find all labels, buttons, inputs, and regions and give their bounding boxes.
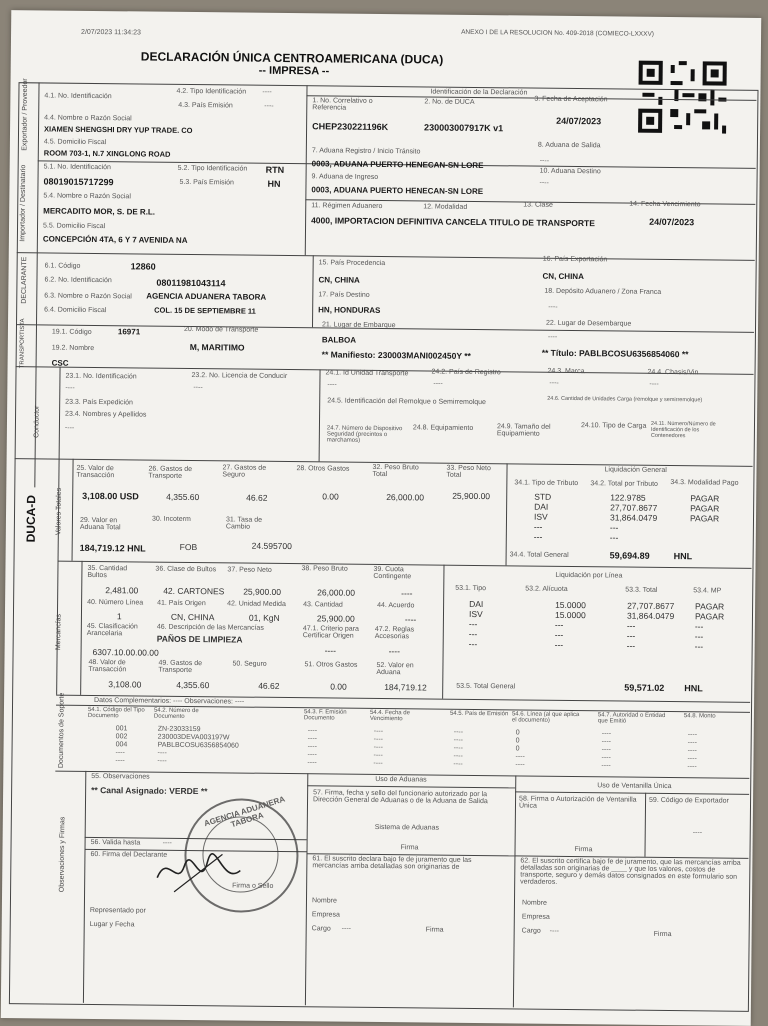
doc-header: 54.4. Fecha de Vencimiento	[369, 709, 411, 723]
declarante-id: 08011981043114	[156, 277, 226, 289]
lg-tipo: STD	[534, 491, 552, 502]
doc-cell: 0	[515, 737, 520, 745]
lg-modalidad: PAGAR	[690, 503, 720, 514]
doc-cell: 002	[115, 733, 128, 741]
ll-mp: ---	[694, 631, 704, 642]
lg-tipo: ---	[533, 521, 543, 532]
doc-cell: 004	[115, 741, 128, 749]
doc-cell: ----	[373, 759, 383, 768]
doc-cell: ----	[515, 761, 525, 769]
doc-cell: ----	[373, 751, 383, 760]
fecha-aceptacion: 24/07/2023	[556, 115, 602, 127]
declarante-domicilio: COL. 15 DE SEPTIEMBRE 11	[154, 305, 256, 316]
importador-nombre: MERCADITO MOR, S. DE R.L.	[43, 206, 156, 217]
doc-cell: ----	[453, 728, 464, 736]
transportista-section-label: TRANSPORTISTA	[19, 318, 27, 369]
doc-cell: ----	[157, 749, 167, 757]
ll-tipo: ISV	[468, 608, 483, 620]
doc-cell: ----	[687, 731, 698, 739]
lg-tipo: ISV	[533, 511, 548, 522]
lg-total: 27,707.8677	[610, 502, 658, 513]
doc-cell: ----	[601, 754, 611, 762]
ll-tipo: DAI	[469, 598, 484, 610]
doc-cell: 0	[515, 729, 520, 737]
lg-tipo: ---	[533, 531, 543, 542]
doc-cell: ----	[601, 730, 612, 738]
doc-cell: ----	[453, 736, 464, 744]
lg-tipo: DAI	[534, 501, 549, 512]
ll-tipo: ---	[468, 638, 478, 650]
agency-stamp: AGENCIA ADUANERA TABORA	[184, 798, 299, 913]
doc-header: 54.7. Autoridad o Entidad que Emitió	[597, 712, 666, 725]
regimen-aduanero: 4000, IMPORTACION DEFINITIVA CANCELA TITULO DE TRANSPORTE	[311, 215, 595, 229]
lg-modalidad: PAGAR	[689, 513, 720, 524]
doc-header: 54.1. Código del Tipo Documento	[87, 706, 145, 720]
doc-cell: ----	[307, 727, 318, 735]
pais-destino: HN, HONDURAS	[318, 305, 381, 315]
ll-total: ---	[626, 640, 636, 651]
doc-cell: ----	[601, 746, 611, 754]
doc-cell: ----	[157, 757, 167, 765]
pais-exportacion: CN, CHINA	[542, 271, 584, 282]
declarante-codigo: 12860	[130, 261, 156, 272]
aduana-registro: 0003, ADUANA PUERTO HENECAN-SN LORE	[311, 159, 484, 171]
doc-cell: 001	[115, 725, 128, 733]
doc-cell: ----	[453, 752, 463, 760]
doc-cell: ----	[307, 751, 317, 759]
transportista-codigo: 16971	[117, 327, 141, 337]
doc-cell: ----	[115, 749, 125, 757]
doc-cell: ----	[601, 762, 611, 770]
doc-cell: ----	[515, 753, 525, 761]
doc-header: 54.5. País de Emisión	[449, 710, 509, 718]
exportador-domicilio: ROOM 703-1, N.7 XINGLONG ROAD	[43, 148, 171, 159]
ll-total: ---	[626, 620, 636, 631]
ll-tipo: ---	[468, 618, 478, 630]
canal-asignado: ** Canal Asignado: VERDE **	[91, 784, 208, 797]
duca-form: 2/07/2023 11:34:23 ANEXO I DE LA RESOLUCION No. 409-2018 (COMIECO-LXXXV) DECLARACIÓN ÚNICA CENTROAMERICANA (DUCA) -- IMPRESA -- Exportador / Proveedor 4.1. No. Identificación 4.2. Tipo Identificación ---- 4.3. País Emisión ---- 4.4. Nombre o Razón Social XIAMEN SHENGSHI DRY YUP TRADE. CO 4.5. Domicilio Fiscal ROOM 703-1, N.7 XINGLONG ROAD Identificación de la Declaración 1. No. Correlativo o Referencia 2. No. de DUCA 3. Fecha de Aceptación CHEP230221196K 230003007917K v1 24/07/2023 Importador / Destinatario 5.1. No. Identificación 08019015717299 5.2. Tipo Identificación RTN 5.3. País Emisión HN 5.4. Nombre o Razón Social MERCADITO MOR, S. DE R.L. 5.5. Domicilio Fiscal CONCEPCIÓN 4TA, 6 Y 7 AVENIDA NA 7. Aduana Registro / Inicio Tránsito 8. Aduana de Salida 0003, ADUANA PUERTO HENECAN-SN LORE ---- 9. Aduana de Ingreso 10. Aduana Destino ---- 0003, ADUANA PUERTO HENECAN-SN LORE 11. Régimen Aduanero 12. Modalidad 13. Clase 14. Fecha Vencimiento 4000, IMPORTACION DEFINITIVA CANCELA TITULO DE TRANSPORTE 24/07/2023 DECLARANTE 6.1. Código 12860 6.2. No. Identificación 08011981043114 6.3. Nombre o Razón Social AGENCIA ADUANERA TABORA 6.4. Domicilio Fiscal COL. 15 DE SEPTIEMBRE 11 15. País Procedencia 16. País Exportación CN, CHINA CN, CHINA 17. País Destino 18. Depósito Aduanero / Zona Franca HN, HONDURAS ---- 21. Lugar de Embarque 22. Lugar de Desembarque BALBOA ---- ** Manifiesto: 230003MANI002450Y ** ** Título: PABLBCOSU6356854060 ** TRANSPORTISTA 19.1. Código 16971 20. Modo de Transporte M, MARITIMO 19.2. Nombre CSC Conductor 23.1. No. Identificación ---- 23.2. No. Licencia de Conducir ---- 23.3. País Expedición 23.4. Nombres y Apellidos ---- 24.1. Id Unidad Transporte ---- 24.2. País de Registro ---- 24.3. Marca ---- 24.4. Chasis/Vin ---- 24.5. Identificación del Remolque o Semirremolque 24.6. Cantidad de Unidades Carga (remolque y semirremolque) 24.7. Número de Dispositivo Seguridad (precintos o marchamos) 24.8. Equipamiento 24.9. Tamaño del Equipamiento 24.10. Tipo de Carga 24.11. Número/Número de Identificación de los Contenedores DUCA-D Valores Totales 25. Valor de Transacción 26. Gastos de Transporte 27. Gastos de Seguro 28. Otros Gastos 32. Peso Bruto Total 33. Peso Neto Total 3,108.00 USD 4,355.60 46.62 0.00 26,000.00 25,900.00 29. Valor en Aduana Total 30. Incoterm 31. Tasa de Cambio 184,719.12 HNL FOB 24.595700 Liquidación General 34.1. Tipo de Tributo 34.2. Total por Tributo 34.3. Modalidad Pago STD 122.9785 PAGAR DAI 27,707.8677 PAGAR ISV 31,864.0479 PAGAR --- --- --- --- 34.4. Total General 59,694.89 HNL Mercancías 35. Cantidad Bultos 36. Clase de Bultos 37. Peso Neto 38. Peso Bruto 39. Cuota Contingente 2,481.00 42. CARTONES 25,900.00 26,000.00 ---- 40. Número Línea 41. País Origen 42. Unidad Medida 43. Cantidad 44. Acuerdo 1 CN, CHINA 01, KgN 25,900.00 ---- 45. Clasificación Arancelaria 46. Descripción de las Mercancías 47.1. Criterio para Certificar Origen 47.2. Reglas Accesorias PAÑOS DE LIMPIEZA ---- ---- 6307.10.00.00.00 48. Valor de Transacción 49. Gastos de Transporte 50. Seguro 51. Otros Gastos 52. Valor en Aduana 3,108.00 4,355.60 46.62 0.00 184,719.12 Liquidación por Línea 53.1. Tipo 53.2. Alícuota 53.3. Total 53.4. MP DAI 15.0000 27,707.8677 PAGAR ISV 15.0000 31,864.0479 PAGAR --- --- --- --- --- --- --- --- --- --- --- --- 53.5. Total General 59,571.02 HNL Datos Complementarios: ---- Observaciones: ---- Documentos de Soporte 54.1. Código del Tipo Documento 54.2. Número de Documento 54.3. F. Emisión Documento 54.4. Fecha de Vencimiento 54.5. País de Emisión 54.6. Línea (al que aplica el documento) 54.7. Autoridad o Entidad que Emitió 54.8. Monto 001 ZN-23033159 ---- ---- ---- 0 ---- ---- 002 230003DEVA003197W ---- ---- ---- 0 ---- ---- 004 PABLBCOSU6356854060 ---- ---- ---- 0 ---- ---- ---- ---- ---- ---- ---- ---- ---- ---- ---- ---- ---- ---- ---- ---- ---- ---- Observaciones y Firmas 55. Observaciones ** Canal Asignado: VERDE ** 56. Valida hasta ---- 60. Firma del Declarante Firma o Sello Representado por Lugar y Fecha AGENCIA ADUANERA TABORA Uso de Aduanas 57. Firma, fecha y sello del funcionario autorizado por la Dirección General de Aduanas o de la Aduana de Salida Sistema de Aduanas Firma 61. El suscrito declara bajo fe de juramento que las mercancías arriba detalladas son originarias de Nombre Empresa Cargo ---- Firma Uso de Ventanilla Única 58. Firma o Autorización de Ventanilla Única 59. Código de Exportador ---- Firma 62. El suscrito certifica bajo fe de juramento, que las mercancías arriba detalladas son originarias de ____ y que los valores, costos de transporte, seguro y demás datos consignados en este formulario son verdaderos. Nombre Empresa Cargo ---- Firma	[1, 10, 762, 1026]
importador-domicilio: CONCEPCIÓN 4TA, 6 Y 7 AVENIDA NA	[42, 234, 188, 245]
ll-alicuota: 15.0000	[555, 599, 586, 611]
transportista-nombre: CSC	[51, 358, 69, 368]
ll-mp: ---	[694, 621, 704, 632]
doc-header: 54.2. Número de Documento	[153, 707, 199, 720]
doc-header: 54.8. Monto	[683, 713, 716, 720]
observaciones-section-label: Observaciones y Firmas	[58, 816, 67, 893]
mercancias-section-label: Mercancías	[55, 613, 63, 651]
ll-mp: ---	[694, 641, 704, 652]
ll-alicuota: ---	[554, 639, 564, 650]
ll-total: 27,707.8677	[627, 600, 675, 612]
correlativo: CHEP230221196K	[312, 121, 389, 133]
ll-mp: PAGAR	[695, 601, 725, 612]
total-general: 59,694.89	[609, 550, 650, 561]
doc-cell: ----	[373, 727, 384, 736]
ll-total: 31,864.0479	[626, 610, 675, 622]
total-linea: 59,571.02	[624, 682, 665, 693]
doc-cell: ----	[687, 763, 697, 771]
exportador-section-label: Exportador / Proveedor	[21, 78, 30, 151]
lg-total: 122.9785	[610, 492, 646, 503]
doc-cell: ZN-23033159	[157, 725, 201, 734]
conductor-section-label: Conductor	[33, 405, 41, 438]
aduana-ingreso: 0003, ADUANA PUERTO HENECAN-SN LORE	[311, 185, 484, 197]
documentos-section-label: Documentos de Soporte	[57, 692, 66, 769]
declarante-nombre: AGENCIA ADUANERA TABORA	[146, 291, 267, 302]
declarante-section-label: DECLARANTE	[20, 256, 29, 304]
print-date: 2/07/2023 11:34:23	[81, 28, 141, 37]
duca-d-label: DUCA-D	[23, 494, 39, 543]
ll-mp: PAGAR	[694, 611, 725, 622]
ll-tipo: ---	[468, 628, 478, 640]
ll-alicuota: ---	[554, 619, 564, 630]
signature-icon	[152, 848, 253, 899]
doc-cell: ----	[307, 759, 317, 767]
form-subtitle: -- IMPRESA --	[258, 64, 330, 78]
doc-cell: ----	[687, 747, 697, 755]
doc-cell: ----	[601, 738, 612, 746]
doc-cell: ----	[373, 743, 383, 752]
valor-transaccion: 3,108.00 USD	[82, 490, 139, 502]
importador-id: 08019015717299	[43, 176, 114, 188]
pais-procedencia: CN, CHINA	[318, 275, 360, 285]
titulo-transporte: ** Título: PABLBCOSU6356854060 **	[541, 347, 689, 360]
duca-number: 230003007917K v1	[424, 122, 504, 134]
valor-aduana-total: 184,719.12 HNL	[79, 542, 146, 554]
doc-cell: ----	[453, 760, 463, 768]
exportador-nombre: XIAMEN SHENGSHI DRY YUP TRADE. CO	[44, 124, 193, 136]
doc-header: 54.6. Línea (al que aplica el documento)	[511, 711, 580, 724]
modo-transporte: M, MARITIMO	[189, 341, 245, 353]
descripcion-mercancias: PAÑOS DE LIMPIEZA	[156, 633, 243, 645]
doc-cell: ----	[453, 744, 463, 752]
doc-cell: ----	[307, 735, 318, 743]
lg-modalidad: PAGAR	[690, 493, 720, 504]
doc-cell: 0	[515, 745, 520, 753]
valores-section-label: Valores Totales	[55, 487, 63, 536]
lg-total: ---	[609, 532, 619, 543]
clasificacion-arancelaria: 6307.10.00.00.00	[92, 646, 159, 658]
ll-alicuota: 15.0000	[554, 609, 586, 621]
fecha-vencimiento: 24/07/2023	[649, 216, 695, 228]
manifiesto: ** Manifiesto: 230003MANI002450Y **	[321, 349, 471, 361]
form-title: DECLARACIÓN ÚNICA CENTROAMERICANA (DUCA)	[140, 49, 444, 67]
importador-section-label: Importador / Destinatario	[19, 164, 28, 242]
doc-cell: ----	[687, 755, 697, 763]
doc-cell: 230003DEVA003197W	[157, 733, 230, 742]
doc-cell: ----	[373, 735, 384, 744]
doc-cell: ----	[687, 739, 698, 747]
lg-total: ---	[609, 522, 619, 533]
annex-text: ANEXO I DE LA RESOLUCION No. 409-2018 (COMIECO-LXXXV)	[461, 28, 655, 38]
ll-alicuota: ---	[554, 629, 564, 640]
doc-cell: ----	[307, 743, 317, 751]
lugar-embarque: BALBOA	[321, 335, 357, 345]
doc-cell: ----	[115, 757, 125, 765]
doc-cell: PABLBCOSU6356854060	[157, 741, 239, 750]
ll-total: ---	[626, 630, 636, 641]
doc-header: 54.3. F. Emisión Documento	[303, 709, 347, 722]
lg-total: 31,864.0479	[609, 512, 658, 523]
